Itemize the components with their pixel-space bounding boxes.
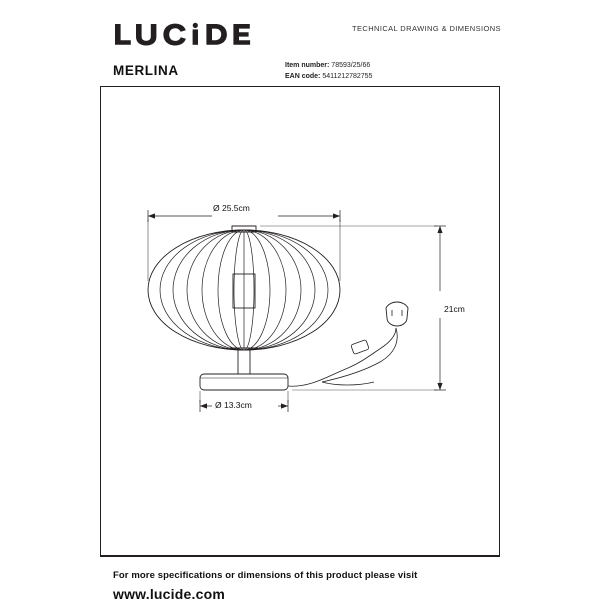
ean-code-value: 5411212782755 <box>322 73 373 80</box>
item-number-row <box>285 60 372 71</box>
plug-icon <box>386 302 408 326</box>
header-note: TECHNICAL DRAWING & DIMENSIONS <box>352 24 501 33</box>
dimension-label-bottom: Ø 13.3cm <box>215 400 252 410</box>
dimension-label-height: 21cm <box>444 304 465 314</box>
lucide-logo <box>113 22 273 48</box>
footer-url[interactable]: www.lucide.com <box>113 586 225 602</box>
frame-divider <box>100 556 500 557</box>
page-title: MERLINA <box>113 63 179 78</box>
lamp-technical-drawing <box>100 86 500 556</box>
item-number-value: 78593/25/66 <box>331 62 371 69</box>
product-meta <box>285 60 372 82</box>
ean-code-label: EAN code: <box>285 73 321 80</box>
footer-text: For more specifications or dimensions of this product please visit <box>113 570 418 581</box>
inline-switch <box>351 340 369 355</box>
dimension-label-top: Ø 25.5cm <box>213 203 250 213</box>
ean-code-row <box>285 71 372 82</box>
item-number-label: Item number: <box>285 62 330 69</box>
